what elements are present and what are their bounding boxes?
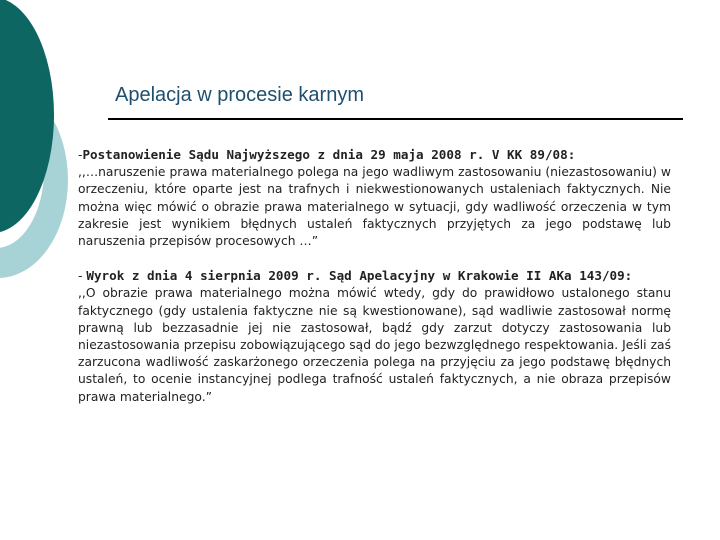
slide-content	[78, 146, 671, 406]
ruling-1-heading: Postanowienie Sądu Najwyższego z dnia 29 maja 2008 r. V KK 89/08:	[82, 147, 576, 162]
ruling-2-text: ,,O obrazie prawa materialnego można mówić wtedy, gdy do prawidłowo ustalonego stanu faktycznego (gdy ustalenia faktyczne nie są kwestionowane), sąd wadliwie zastosował normę prawną lub bezzasadnie jej nie zastosował, bądź gdy zarzut dotyczy zastosowania lub niezastosowania przepisu zobowiązującego sąd do jego bezwzględnego respektowania. Jeśli zaś zarzucona wadliwość zaskarżonego orzeczenia polega na przyjęciu za jego podstawę błędnych ustaleń, to ocenie instancyjnej podlega trafność ustaleń faktycznych, a nie obraza przepisów prawa materialnego.”	[78, 286, 671, 404]
slide-title: Apelacja w procesie karnym	[115, 84, 364, 106]
title-divider	[108, 118, 683, 120]
ruling-1-prefix: -	[78, 148, 83, 162]
ruling-2-prefix: -	[78, 269, 87, 284]
ruling-1	[78, 146, 671, 250]
ruling-1-text: ,,…naruszenie prawa materialnego polega na jego wadliwym zastosowaniu (niezastosowaniu) w orzeczeniu, które oparte jest na trafnych i niekwestionowanych ustaleniach faktycznych. Nie można więc mówić o obrazie prawa materialnego w sytuacji, gdy wadliwość orzeczenia w tym zakresie jest wynikiem błędnych ustaleń faktycznych przyjętych za jego podstawę lub naruszenia przepisów procesowych …”	[78, 165, 671, 249]
ruling-2-heading: Wyrok z dnia 4 sierpnia 2009 r. Sąd Apelacyjny w Krakowie II AKa 143/09:	[86, 268, 633, 284]
ruling-2	[78, 267, 671, 406]
